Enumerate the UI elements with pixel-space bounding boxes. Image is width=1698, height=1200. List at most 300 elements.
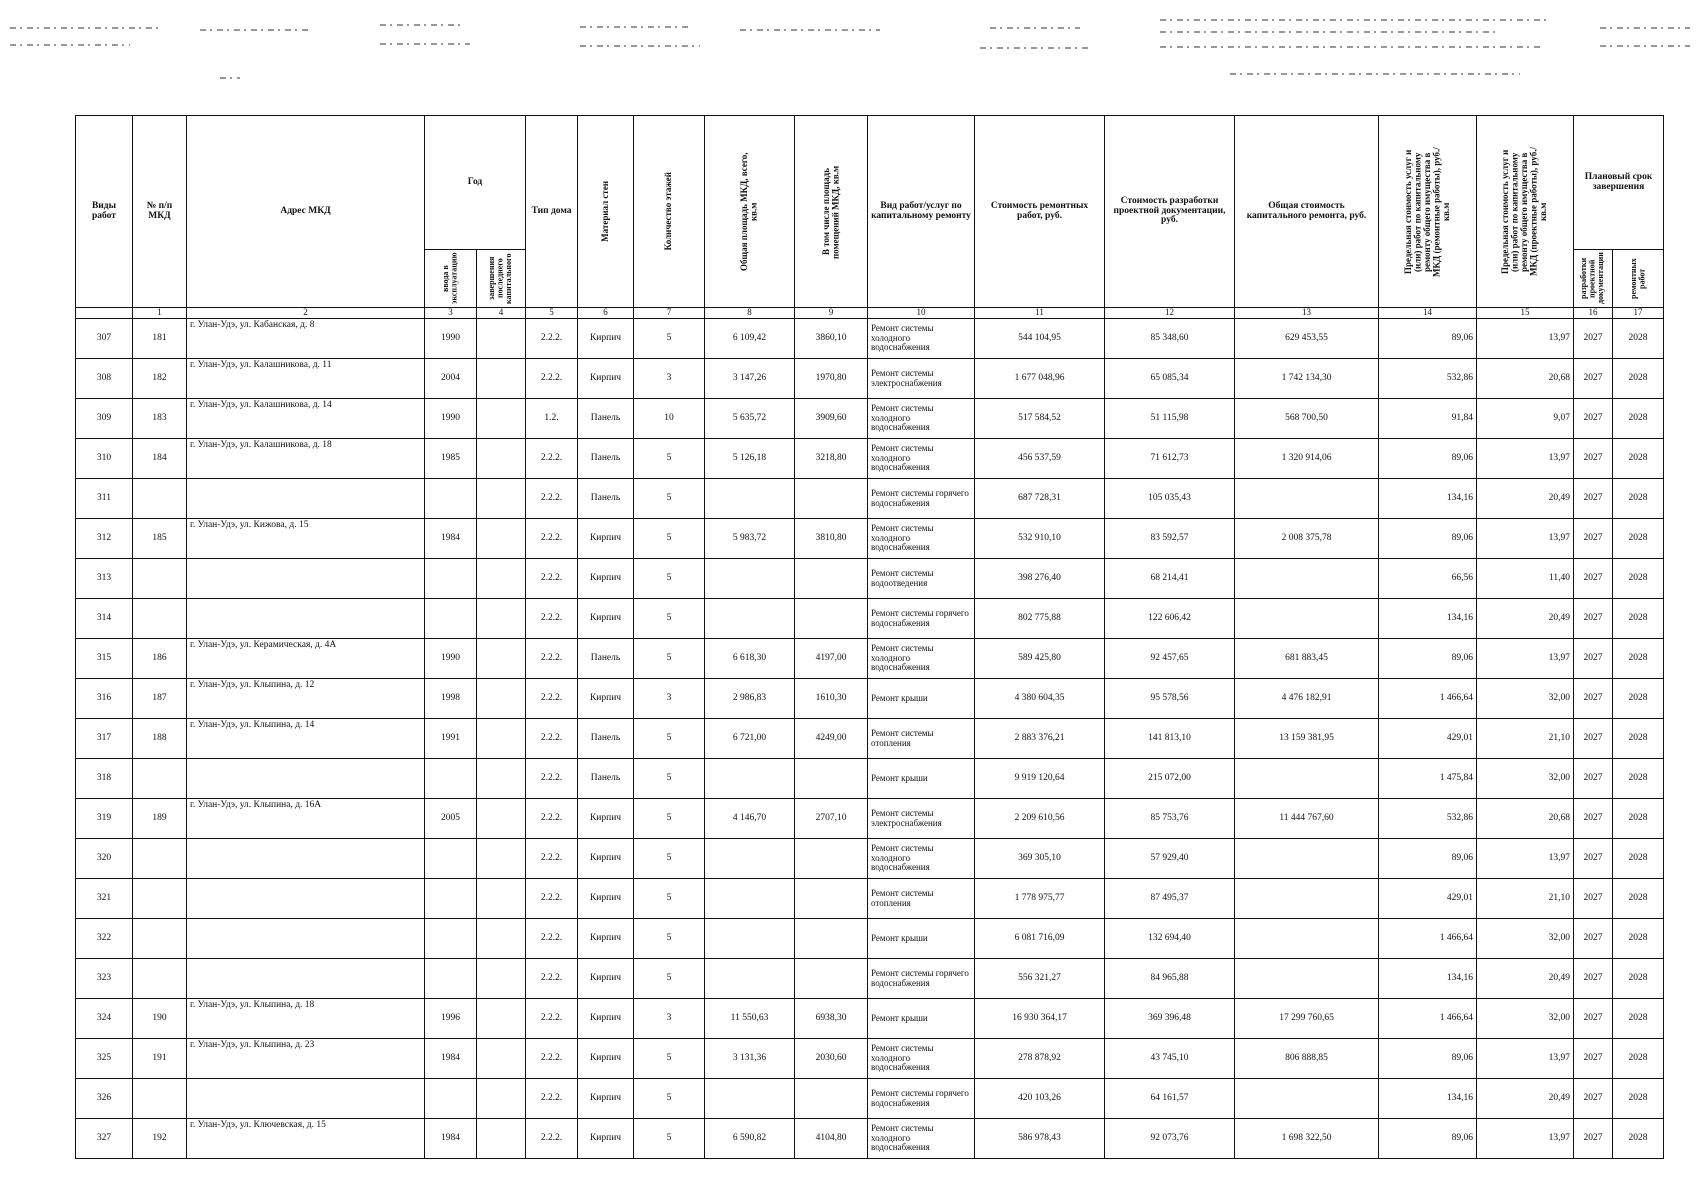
year-last-repair-cell xyxy=(477,519,526,559)
total-cost-cell xyxy=(1235,879,1379,919)
column-number-row xyxy=(76,308,1664,319)
repair-cost-cell: 586 978,43 xyxy=(975,1119,1105,1159)
wall-material-cell: Кирпич xyxy=(578,879,634,919)
work-type-cell: Ремонт системы холодного водоснабжения xyxy=(868,839,975,879)
year-last-repair-cell xyxy=(477,799,526,839)
address-cell: г. Улан-Удэ, ул. Керамическая, д. 4А xyxy=(187,639,425,679)
total-area-cell: 4 146,70 xyxy=(705,799,795,839)
mkd-number-cell xyxy=(133,959,187,999)
house-type-cell: 2.2.2. xyxy=(526,799,578,839)
house-type-cell: 2.2.2. xyxy=(526,759,578,799)
work-type-cell: Ремонт системы холодного водоснабжения xyxy=(868,439,975,479)
deadline-design-cell: 2027 xyxy=(1574,799,1613,839)
limit-repair-cell: 134,16 xyxy=(1379,1079,1477,1119)
house-type-cell: 2.2.2. xyxy=(526,599,578,639)
premises-area-cell xyxy=(795,959,868,999)
design-cost-cell: 87 495,37 xyxy=(1105,879,1235,919)
design-cost-cell: 85 753,76 xyxy=(1105,799,1235,839)
table-row xyxy=(76,1119,1664,1159)
house-type-cell: 2.2.2. xyxy=(526,839,578,879)
limit-repair-cell: 134,16 xyxy=(1379,599,1477,639)
design-cost-cell: 122 606,42 xyxy=(1105,599,1235,639)
row-number-cell: 319 xyxy=(76,799,133,839)
mkd-number-cell: 185 xyxy=(133,519,187,559)
header-srok-proekt: разработки проектной документации xyxy=(1579,252,1606,305)
limit-design-cell: 13,97 xyxy=(1477,319,1574,359)
deadline-repair-cell: 2028 xyxy=(1613,879,1664,919)
col-number: 4 xyxy=(477,308,526,319)
year-last-repair-cell xyxy=(477,559,526,599)
design-cost-cell: 85 348,60 xyxy=(1105,319,1235,359)
deadline-design-cell: 2027 xyxy=(1574,1119,1613,1159)
total-area-cell: 11 550,63 xyxy=(705,999,795,1039)
repair-cost-cell: 6 081 716,09 xyxy=(975,919,1105,959)
row-number-cell: 312 xyxy=(76,519,133,559)
deadline-design-cell: 2027 xyxy=(1574,759,1613,799)
design-cost-cell: 51 115,98 xyxy=(1105,399,1235,439)
year-commissioned-cell xyxy=(425,959,477,999)
wall-material-cell: Кирпич xyxy=(578,1039,634,1079)
total-cost-cell: 681 883,45 xyxy=(1235,639,1379,679)
deadline-design-cell: 2027 xyxy=(1574,959,1613,999)
wall-material-cell: Панель xyxy=(578,719,634,759)
header-srok: Плановый срок завершения xyxy=(1574,116,1664,250)
work-type-cell: Ремонт системы холодного водоснабжения xyxy=(868,319,975,359)
year-commissioned-cell: 1990 xyxy=(425,319,477,359)
row-number-cell: 317 xyxy=(76,719,133,759)
house-type-cell: 2.2.2. xyxy=(526,959,578,999)
deadline-design-cell: 2027 xyxy=(1574,1079,1613,1119)
limit-design-cell: 13,97 xyxy=(1477,839,1574,879)
table-row xyxy=(76,959,1664,999)
table-row xyxy=(76,879,1664,919)
mkd-number-cell xyxy=(133,599,187,639)
premises-area-cell xyxy=(795,559,868,599)
limit-repair-cell: 91,84 xyxy=(1379,399,1477,439)
address-cell: г. Улан-Удэ, ул. Клыпина, д. 12 xyxy=(187,679,425,719)
table-row xyxy=(76,399,1664,439)
year-commissioned-cell: 1996 xyxy=(425,999,477,1039)
wall-material-cell: Кирпич xyxy=(578,919,634,959)
deadline-design-cell: 2027 xyxy=(1574,519,1613,559)
header-god-vvoda: ввода в эксплуатацию xyxy=(441,252,459,305)
deadline-repair-cell: 2028 xyxy=(1613,999,1664,1039)
total-area-cell xyxy=(705,559,795,599)
floors-cell: 5 xyxy=(634,839,705,879)
row-number-cell: 313 xyxy=(76,559,133,599)
address-cell: г. Улан-Удэ, ул. Ключевская, д. 15 xyxy=(187,1119,425,1159)
year-last-repair-cell xyxy=(477,919,526,959)
limit-repair-cell: 66,56 xyxy=(1379,559,1477,599)
mkd-number-cell xyxy=(133,479,187,519)
year-commissioned-cell xyxy=(425,839,477,879)
limit-repair-cell: 134,16 xyxy=(1379,959,1477,999)
address-cell xyxy=(187,879,425,919)
header-tip-doma: Тип дома xyxy=(526,116,578,308)
header-stoimost-proekt: Стоимость разработки проектной документации, руб. xyxy=(1105,116,1235,308)
work-type-cell: Ремонт системы горячего водоснабжения xyxy=(868,479,975,519)
house-type-cell: 2.2.2. xyxy=(526,679,578,719)
deadline-repair-cell: 2028 xyxy=(1613,399,1664,439)
limit-repair-cell: 532,86 xyxy=(1379,359,1477,399)
design-cost-cell: 92 073,76 xyxy=(1105,1119,1235,1159)
deadline-repair-cell: 2028 xyxy=(1613,599,1664,639)
floors-cell: 5 xyxy=(634,559,705,599)
limit-design-cell: 13,97 xyxy=(1477,639,1574,679)
house-type-cell: 1.2. xyxy=(526,399,578,439)
premises-area-cell: 3810,80 xyxy=(795,519,868,559)
total-area-cell: 6 590,82 xyxy=(705,1119,795,1159)
total-cost-cell xyxy=(1235,919,1379,959)
row-number-cell: 324 xyxy=(76,999,133,1039)
address-cell: г. Улан-Удэ, ул. Калашникова, д. 11 xyxy=(187,359,425,399)
col-number: 7 xyxy=(634,308,705,319)
table-row xyxy=(76,559,1664,599)
work-type-cell: Ремонт системы электроснабжения xyxy=(868,359,975,399)
mkd-number-cell: 187 xyxy=(133,679,187,719)
deadline-repair-cell: 2028 xyxy=(1613,719,1664,759)
row-number-cell: 327 xyxy=(76,1119,133,1159)
year-last-repair-cell xyxy=(477,1039,526,1079)
col-number: 9 xyxy=(795,308,868,319)
premises-area-cell xyxy=(795,919,868,959)
wall-material-cell: Панель xyxy=(578,479,634,519)
col-number: 1 xyxy=(133,308,187,319)
table-row xyxy=(76,1079,1664,1119)
total-cost-cell: 4 476 182,91 xyxy=(1235,679,1379,719)
table-row xyxy=(76,359,1664,399)
col-number: 8 xyxy=(705,308,795,319)
repair-cost-cell: 4 380 604,35 xyxy=(975,679,1105,719)
deadline-design-cell: 2027 xyxy=(1574,599,1613,639)
header-vid-rabot: Вид работ/услуг по капитальному ремонту xyxy=(868,116,975,308)
limit-repair-cell: 1 466,64 xyxy=(1379,919,1477,959)
deadline-repair-cell: 2028 xyxy=(1613,319,1664,359)
year-commissioned-cell xyxy=(425,879,477,919)
limit-design-cell: 20,68 xyxy=(1477,799,1574,839)
deadline-design-cell: 2027 xyxy=(1574,679,1613,719)
deadline-design-cell: 2027 xyxy=(1574,319,1613,359)
total-cost-cell xyxy=(1235,759,1379,799)
col-number: 15 xyxy=(1477,308,1574,319)
repair-cost-cell: 544 104,95 xyxy=(975,319,1105,359)
address-cell: г. Улан-Удэ, ул. Калашникова, д. 14 xyxy=(187,399,425,439)
header-srok-rem: ремонтных работ xyxy=(1628,258,1646,299)
header-ploshad: Общая площадь МКД, всего, кв.м xyxy=(739,152,759,271)
work-type-cell: Ремонт системы холодного водоснабжения xyxy=(868,519,975,559)
table-row xyxy=(76,599,1664,639)
limit-design-cell: 20,49 xyxy=(1477,1079,1574,1119)
total-area-cell xyxy=(705,839,795,879)
col-number: 5 xyxy=(526,308,578,319)
address-cell: г. Улан-Удэ, ул. Клыпина, д. 18 xyxy=(187,999,425,1039)
table-row xyxy=(76,719,1664,759)
address-cell: г. Улан-Удэ, ул. Клыпина, д. 14 xyxy=(187,719,425,759)
col-number: 12 xyxy=(1105,308,1235,319)
limit-repair-cell: 89,06 xyxy=(1379,519,1477,559)
year-commissioned-cell: 1998 xyxy=(425,679,477,719)
year-commissioned-cell xyxy=(425,919,477,959)
limit-design-cell: 20,49 xyxy=(1477,959,1574,999)
floors-cell: 5 xyxy=(634,599,705,639)
work-type-cell: Ремонт системы отопления xyxy=(868,719,975,759)
deadline-repair-cell: 2028 xyxy=(1613,639,1664,679)
house-type-cell: 2.2.2. xyxy=(526,879,578,919)
address-cell xyxy=(187,759,425,799)
premises-area-cell xyxy=(795,1079,868,1119)
limit-design-cell: 13,97 xyxy=(1477,1119,1574,1159)
year-commissioned-cell xyxy=(425,599,477,639)
premises-area-cell: 3218,80 xyxy=(795,439,868,479)
address-cell: г. Улан-Удэ, ул. Клыпина, д. 16А xyxy=(187,799,425,839)
limit-repair-cell: 532,86 xyxy=(1379,799,1477,839)
limit-design-cell: 32,00 xyxy=(1477,919,1574,959)
deadline-design-cell: 2027 xyxy=(1574,1039,1613,1079)
premises-area-cell xyxy=(795,599,868,639)
work-type-cell: Ремонт системы горячего водоснабжения xyxy=(868,599,975,639)
mkd-number-cell xyxy=(133,919,187,959)
repair-cost-cell: 1 778 975,77 xyxy=(975,879,1105,919)
mkd-number-cell: 186 xyxy=(133,639,187,679)
total-area-cell: 2 986,83 xyxy=(705,679,795,719)
limit-repair-cell: 1 466,64 xyxy=(1379,679,1477,719)
premises-area-cell: 4249,00 xyxy=(795,719,868,759)
wall-material-cell: Кирпич xyxy=(578,599,634,639)
row-number-cell: 316 xyxy=(76,679,133,719)
limit-repair-cell: 429,01 xyxy=(1379,719,1477,759)
table-header xyxy=(76,116,1664,319)
year-commissioned-cell xyxy=(425,479,477,519)
repair-cost-cell: 278 878,92 xyxy=(975,1039,1105,1079)
design-cost-cell: 43 745,10 xyxy=(1105,1039,1235,1079)
total-cost-cell xyxy=(1235,959,1379,999)
limit-design-cell: 21,10 xyxy=(1477,719,1574,759)
total-area-cell: 5 635,72 xyxy=(705,399,795,439)
year-commissioned-cell xyxy=(425,559,477,599)
premises-area-cell xyxy=(795,759,868,799)
deadline-design-cell: 2027 xyxy=(1574,999,1613,1039)
year-last-repair-cell xyxy=(477,599,526,639)
year-commissioned-cell: 1991 xyxy=(425,719,477,759)
limit-repair-cell: 89,06 xyxy=(1379,319,1477,359)
address-cell: г. Улан-Удэ, ул. Калашникова, д. 18 xyxy=(187,439,425,479)
table-row xyxy=(76,479,1664,519)
house-type-cell: 2.2.2. xyxy=(526,439,578,479)
premises-area-cell: 4197,00 xyxy=(795,639,868,679)
table-row xyxy=(76,999,1664,1039)
year-last-repair-cell xyxy=(477,879,526,919)
header-etazhi: Количество этажей xyxy=(663,172,674,251)
floors-cell: 5 xyxy=(634,799,705,839)
mkd-number-cell: 192 xyxy=(133,1119,187,1159)
repair-cost-cell: 589 425,80 xyxy=(975,639,1105,679)
wall-material-cell: Кирпич xyxy=(578,359,634,399)
floors-cell: 5 xyxy=(634,719,705,759)
limit-repair-cell: 134,16 xyxy=(1379,479,1477,519)
total-cost-cell: 1 320 914,06 xyxy=(1235,439,1379,479)
total-cost-cell xyxy=(1235,599,1379,639)
total-area-cell xyxy=(705,1079,795,1119)
design-cost-cell: 71 612,73 xyxy=(1105,439,1235,479)
row-number-cell: 318 xyxy=(76,759,133,799)
house-type-cell: 2.2.2. xyxy=(526,479,578,519)
limit-design-cell: 9,07 xyxy=(1477,399,1574,439)
year-last-repair-cell xyxy=(477,1079,526,1119)
year-last-repair-cell xyxy=(477,639,526,679)
year-last-repair-cell xyxy=(477,1119,526,1159)
year-last-repair-cell xyxy=(477,839,526,879)
header-stoimost-rem: Стоимость ремонтных работ, руб. xyxy=(975,116,1105,308)
year-commissioned-cell: 2005 xyxy=(425,799,477,839)
work-type-cell: Ремонт крыши xyxy=(868,759,975,799)
col-number: 3 xyxy=(425,308,477,319)
mkd-number-cell xyxy=(133,559,187,599)
total-cost-cell xyxy=(1235,839,1379,879)
year-last-repair-cell xyxy=(477,399,526,439)
total-cost-cell: 629 453,55 xyxy=(1235,319,1379,359)
premises-area-cell: 4104,80 xyxy=(795,1119,868,1159)
total-cost-cell: 13 159 381,95 xyxy=(1235,719,1379,759)
col-number: 16 xyxy=(1574,308,1613,319)
row-number-cell: 321 xyxy=(76,879,133,919)
col-number: 6 xyxy=(578,308,634,319)
header-ploshad-pom: В том числе площадь помещений МКД, кв.м xyxy=(820,164,840,259)
year-last-repair-cell xyxy=(477,319,526,359)
wall-material-cell: Кирпич xyxy=(578,319,634,359)
repair-cost-cell: 556 321,27 xyxy=(975,959,1105,999)
header-address: Адрес МКД xyxy=(187,116,425,308)
header-obshaya: Общая стоимость капитального ремонта, руб. xyxy=(1235,116,1379,308)
house-type-cell: 2.2.2. xyxy=(526,319,578,359)
design-cost-cell: 68 214,41 xyxy=(1105,559,1235,599)
floors-cell: 5 xyxy=(634,439,705,479)
header-god: Год xyxy=(425,116,526,250)
total-area-cell: 6 109,42 xyxy=(705,319,795,359)
year-last-repair-cell xyxy=(477,719,526,759)
year-last-repair-cell xyxy=(477,679,526,719)
year-last-repair-cell xyxy=(477,759,526,799)
repair-cost-cell: 420 103,26 xyxy=(975,1079,1105,1119)
repair-cost-cell: 456 537,59 xyxy=(975,439,1105,479)
total-area-cell: 3 147,26 xyxy=(705,359,795,399)
total-cost-cell: 1 742 134,30 xyxy=(1235,359,1379,399)
design-cost-cell: 84 965,88 xyxy=(1105,959,1235,999)
deadline-repair-cell: 2028 xyxy=(1613,1079,1664,1119)
work-type-cell: Ремонт системы горячего водоснабжения xyxy=(868,959,975,999)
row-number-cell: 310 xyxy=(76,439,133,479)
table-row xyxy=(76,1039,1664,1079)
deadline-design-cell: 2027 xyxy=(1574,439,1613,479)
house-type-cell: 2.2.2. xyxy=(526,639,578,679)
deadline-repair-cell: 2028 xyxy=(1613,959,1664,999)
work-type-cell: Ремонт системы холодного водоснабжения xyxy=(868,1039,975,1079)
deadline-design-cell: 2027 xyxy=(1574,719,1613,759)
premises-area-cell: 3860,10 xyxy=(795,319,868,359)
floors-cell: 5 xyxy=(634,1119,705,1159)
floors-cell: 5 xyxy=(634,919,705,959)
repair-cost-cell: 687 728,31 xyxy=(975,479,1105,519)
row-number-cell: 320 xyxy=(76,839,133,879)
table-row xyxy=(76,679,1664,719)
deadline-repair-cell: 2028 xyxy=(1613,839,1664,879)
work-type-cell: Ремонт крыши xyxy=(868,919,975,959)
work-type-cell: Ремонт системы холодного водоснабжения xyxy=(868,1119,975,1159)
limit-design-cell: 32,00 xyxy=(1477,999,1574,1039)
mkd-number-cell: 181 xyxy=(133,319,187,359)
floors-cell: 3 xyxy=(634,679,705,719)
total-area-cell: 5 983,72 xyxy=(705,519,795,559)
total-area-cell xyxy=(705,479,795,519)
year-last-repair-cell xyxy=(477,999,526,1039)
limit-design-cell: 11,40 xyxy=(1477,559,1574,599)
deadline-design-cell: 2027 xyxy=(1574,359,1613,399)
deadline-repair-cell: 2028 xyxy=(1613,1039,1664,1079)
repair-cost-cell: 532 910,10 xyxy=(975,519,1105,559)
mkd-number-cell xyxy=(133,839,187,879)
repair-cost-cell: 802 775,88 xyxy=(975,599,1105,639)
design-cost-cell: 95 578,56 xyxy=(1105,679,1235,719)
premises-area-cell: 2030,60 xyxy=(795,1039,868,1079)
work-type-cell: Ремонт системы холодного водоснабжения xyxy=(868,639,975,679)
deadline-repair-cell: 2028 xyxy=(1613,439,1664,479)
work-type-cell: Ремонт системы холодного водоснабжения xyxy=(868,399,975,439)
address-cell: г. Улан-Удэ, ул. Клыпина, д. 23 xyxy=(187,1039,425,1079)
total-area-cell: 5 126,18 xyxy=(705,439,795,479)
header-pred14: Предельная стоимость услуг и (или) работ по капитальному ремонту общего имущества в МКД (ремонтные работы), руб./кв.м xyxy=(1402,146,1451,277)
design-cost-cell: 141 813,10 xyxy=(1105,719,1235,759)
design-cost-cell: 57 929,40 xyxy=(1105,839,1235,879)
design-cost-cell: 105 035,43 xyxy=(1105,479,1235,519)
deadline-repair-cell: 2028 xyxy=(1613,1119,1664,1159)
address-cell xyxy=(187,839,425,879)
total-cost-cell: 806 888,85 xyxy=(1235,1039,1379,1079)
wall-material-cell: Панель xyxy=(578,439,634,479)
wall-material-cell: Кирпич xyxy=(578,999,634,1039)
floors-cell: 5 xyxy=(634,479,705,519)
house-type-cell: 2.2.2. xyxy=(526,1119,578,1159)
repair-cost-cell: 369 305,10 xyxy=(975,839,1105,879)
limit-design-cell: 20,68 xyxy=(1477,359,1574,399)
limit-repair-cell: 89,06 xyxy=(1379,1039,1477,1079)
design-cost-cell: 64 161,57 xyxy=(1105,1079,1235,1119)
design-cost-cell: 369 396,48 xyxy=(1105,999,1235,1039)
deadline-repair-cell: 2028 xyxy=(1613,919,1664,959)
limit-repair-cell: 89,06 xyxy=(1379,839,1477,879)
table-row xyxy=(76,519,1664,559)
header-no-mkd: № п/п МКД xyxy=(133,116,187,308)
work-type-cell: Ремонт системы электроснабжения xyxy=(868,799,975,839)
deadline-repair-cell: 2028 xyxy=(1613,759,1664,799)
deadline-design-cell: 2027 xyxy=(1574,839,1613,879)
table-body xyxy=(76,319,1664,1159)
header-vidy-rabot: Виды работ xyxy=(76,116,133,308)
row-number-cell: 325 xyxy=(76,1039,133,1079)
year-last-repair-cell xyxy=(477,359,526,399)
row-number-cell: 315 xyxy=(76,639,133,679)
house-type-cell: 2.2.2. xyxy=(526,1039,578,1079)
address-cell: г. Улан-Удэ, ул. Кижова, д. 15 xyxy=(187,519,425,559)
repair-cost-cell: 398 276,40 xyxy=(975,559,1105,599)
row-number-cell: 307 xyxy=(76,319,133,359)
deadline-design-cell: 2027 xyxy=(1574,479,1613,519)
wall-material-cell: Кирпич xyxy=(578,1079,634,1119)
work-type-cell: Ремонт крыши xyxy=(868,999,975,1039)
work-type-cell: Ремонт системы горячего водоснабжения xyxy=(868,1079,975,1119)
limit-repair-cell: 1 466,64 xyxy=(1379,999,1477,1039)
premises-area-cell: 1610,30 xyxy=(795,679,868,719)
deadline-repair-cell: 2028 xyxy=(1613,519,1664,559)
total-cost-cell: 17 299 760,65 xyxy=(1235,999,1379,1039)
